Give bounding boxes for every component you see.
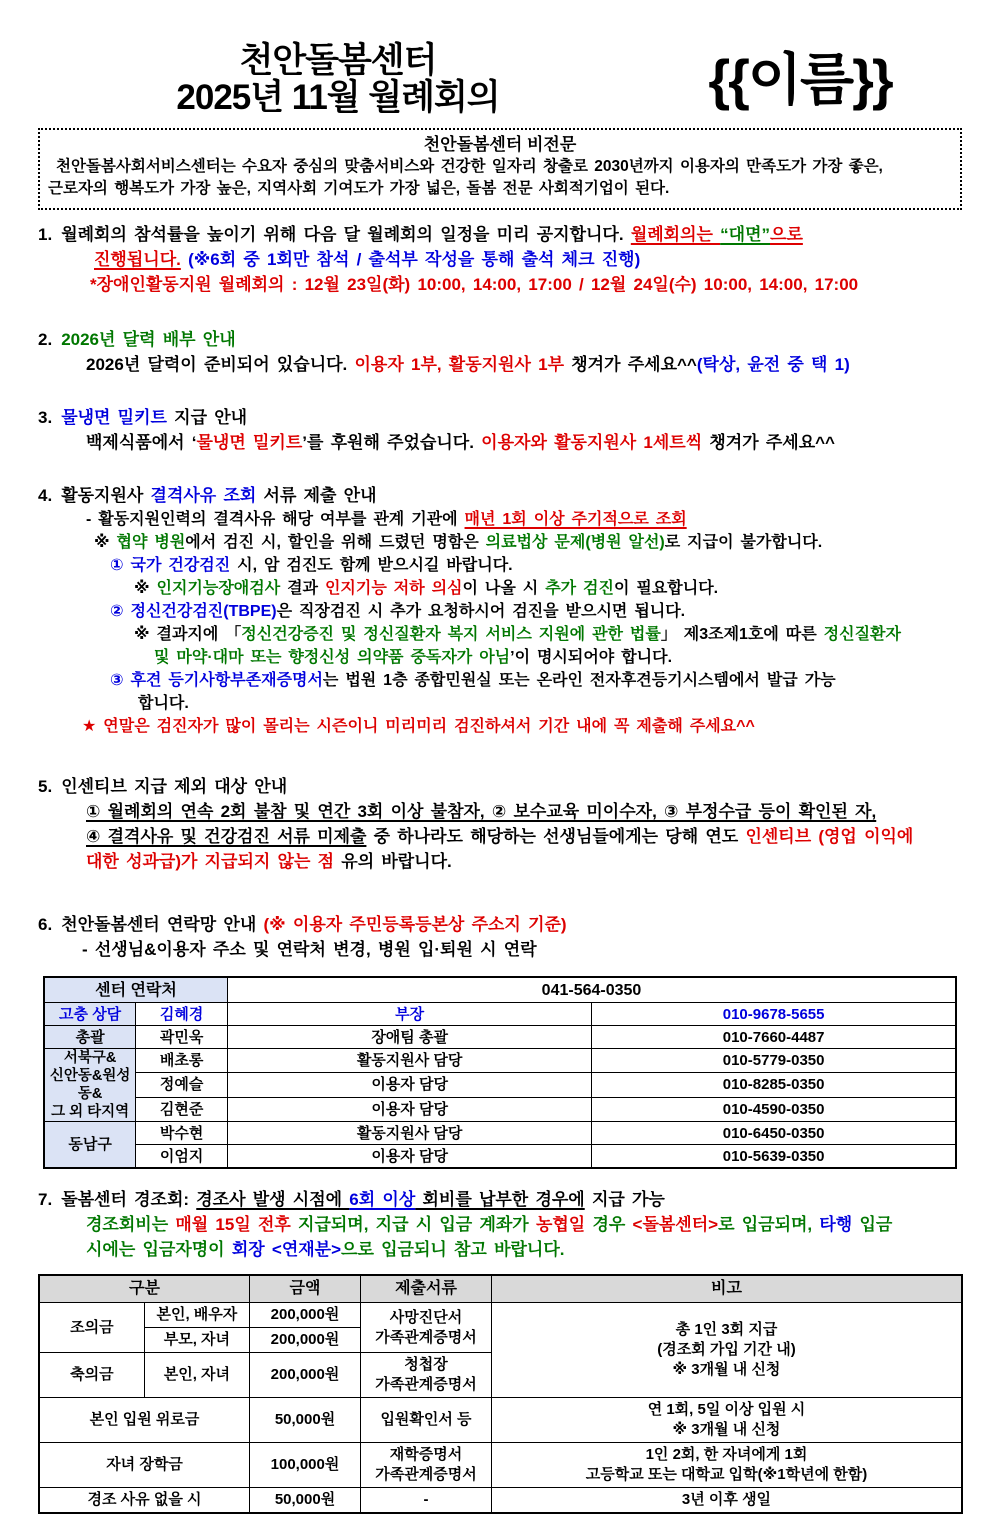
contact-row-southeast-2 (44, 1145, 956, 1169)
section-3-heading (38, 405, 962, 430)
section-5-line-1: ① 월례회의 연속 2회 불참 및 연간 3회 이상 불참자, ② 보수교육 미이수자, ③ 부정수급 등이 확인된 자, (86, 802, 877, 821)
contact-phone: 010-8285-0350 (592, 1073, 956, 1097)
benefit-note (492, 1443, 963, 1488)
title-block (38, 42, 638, 116)
benefit-amount: 200,000원 (250, 1353, 361, 1398)
contact-phone: 010-5639-0350 (592, 1145, 956, 1169)
name-placeholder: {{이름}} (708, 48, 892, 111)
benefit-documents (361, 1353, 492, 1398)
contact-row-southeast-1 (44, 1122, 956, 1145)
section-3-line-1: 백제식품에서 ‘물냉면 밀키트’를 후원해 주었습니다. 이용자와 활동지원사 1세트씩 챙겨가 주세요^^ (86, 433, 835, 452)
benefit-amount: 100,000원 (250, 1443, 361, 1488)
benefit-category: 본인 입원 위로금 (39, 1398, 250, 1443)
doc-line: 재학증명서 (389, 1446, 463, 1463)
benefit-amount: 200,000원 (250, 1303, 361, 1328)
section-1-number: 1. (38, 225, 53, 244)
doc-line: 청첩장 (404, 1356, 448, 1373)
section-4-line-6: ※ 결과지에 「정신건강증진 및 정신질환자 복지 서비스 지원에 관한 법률」 제3조제1호에 따른 정신질환자 (134, 626, 901, 643)
contact-header-label: 센터 연락처 (44, 977, 228, 1003)
benefit-subcategory: 부모, 자녀 (144, 1328, 249, 1353)
contact-row-northwest-1 (44, 1049, 956, 1073)
page-title-meeting: 2025년 11월 월례회의 (176, 78, 500, 117)
contact-label: 총괄 (44, 1026, 136, 1049)
contact-name: 정예슬 (136, 1073, 228, 1097)
note-line: ※ 3개월 내 신청 (672, 1361, 781, 1378)
contact-phone: 010-9678-5655 (592, 1003, 956, 1026)
section-2-heading (38, 327, 962, 352)
note-line: 1인 2회, 한 자녀에게 1회 (645, 1446, 808, 1463)
section-5-line-2: ④ 결격사유 및 건강검진 서류 미제출 중 하나라도 해당하는 선생님들에게는 당해 연도 인센티브 (영업 이익에 (86, 827, 914, 846)
benefit-note (492, 1303, 963, 1398)
section-4-heading (38, 483, 962, 508)
section-1-heading-text: 월례회의 참석률을 높이기 위해 다음 달 월례회의 일정을 미리 공지합니다. 월례회의는 “대면”으로 (61, 225, 803, 244)
contact-role: 이용자 담당 (228, 1073, 592, 1097)
benefit-table (38, 1274, 963, 1514)
contact-name: 이엄지 (136, 1145, 228, 1169)
note-line: ※ 3개월 내 신청 (672, 1421, 781, 1438)
benefit-note (492, 1398, 963, 1443)
page-title-org: 천안돌봄센터 (239, 41, 437, 80)
document-header (38, 42, 962, 116)
note-line-normal: 고등학교 또는 대학교 입학 (585, 1466, 758, 1483)
section-5-heading-text: 인센티브 지급 제외 대상 안내 (61, 777, 288, 796)
benefit-header-category: 구분 (39, 1275, 250, 1303)
section-7-line-2: 시에는 입금자명이 회장 <연재분>으로 입금되니 참고 바랍니다. (86, 1240, 565, 1259)
section-5-heading (38, 774, 962, 799)
benefit-row-scholarship (39, 1443, 962, 1488)
contact-phone: 010-4590-0350 (592, 1097, 956, 1121)
contact-name: 김혜경 (136, 1003, 228, 1026)
note-line: (경조회 가입 기간 내) (657, 1341, 796, 1358)
section-6-heading-text: 천안돌봄센터 연락망 안내 (※ 이용자 주민등록등본상 주소지 기준) (61, 915, 567, 934)
section-2-number: 2. (38, 330, 53, 349)
section-3-number: 3. (38, 408, 53, 427)
contact-role: 활동지원사 담당 (228, 1122, 592, 1145)
section-7-number: 7. (38, 1190, 53, 1209)
contact-name: 박수현 (136, 1122, 228, 1145)
vision-body-line1: 천안돌봄사회서비스센터는 수요자 중심의 맞춤서비스와 건강한 일자리 창출로 2030년까지 이용자의 만족도가 가장 좋은, (56, 158, 883, 175)
section-5-number: 5. (38, 777, 53, 796)
benefit-header-documents: 제출서류 (361, 1275, 492, 1303)
benefit-subcategory: 본인, 자녀 (144, 1353, 249, 1398)
section-1-line-2: 진행됩니다. (※6회 중 1회만 참석 / 출석부 작성을 통해 출석 체크 진행) (94, 250, 641, 269)
section-4-line-4: ※ 인지기능장애검사 결과 인지기능 저하 의심이 나올 시 추가 검진이 필요합니다. (134, 580, 719, 597)
section-1-line-3: *장애인활동지원 월례회의 : 12월 23일(화) 10:00, 14:00, 17:00 / 12월 24일(수) 10:00, 14:00, 17:00 (90, 275, 859, 294)
doc-line: 가족관계증명서 (375, 1328, 477, 1346)
section-4-heading-text: 활동지원사 결격사유 조회 서류 제출 안내 (61, 486, 377, 505)
section-2-line-1: 2026년 달력이 준비되어 있습니다. 이용자 1부, 활동지원사 1부 챙겨가 주세요^^(탁상, 윤전 중 택 1) (86, 355, 850, 374)
vision-box (38, 128, 962, 210)
section-4-line-5: ② 정신건강검진(TBPE)은 직장검진 시 추가 요청하시어 검진을 받으시면 됩니다. (110, 603, 686, 620)
contact-name: 배초롱 (136, 1049, 228, 1073)
contact-row-complaint (44, 1003, 956, 1026)
benefit-documents (361, 1443, 492, 1488)
section-2-heading-text: 2026년 달력 배부 안내 (61, 330, 236, 349)
benefit-row-none (39, 1488, 962, 1514)
contact-row-northwest-2 (44, 1073, 956, 1097)
region-line: 신안동&원성동& (49, 1068, 131, 1102)
contact-phone: 010-6450-0350 (592, 1122, 956, 1145)
section-4-number: 4. (38, 486, 53, 505)
section-3 (38, 405, 962, 455)
benefit-table-header-row (39, 1275, 962, 1303)
note-line (492, 1465, 961, 1485)
benefit-amount: 50,000원 (250, 1398, 361, 1443)
contact-row-general (44, 1026, 956, 1049)
benefit-category: 자녀 장학금 (39, 1443, 250, 1488)
section-6-line-1: - 선생님&이용자 주소 및 연락처 변경, 병원 입·퇴원 시 연락 (82, 940, 537, 959)
section-3-heading-text: 물냉면 밀키트 지급 안내 (61, 408, 248, 427)
benefit-documents: 입원확인서 등 (361, 1398, 492, 1443)
contact-name: 곽민욱 (136, 1026, 228, 1049)
section-4-line-7: 및 마약·대마 또는 향정신성 의약품 중독자가 아님’이 명시되어야 합니다. (154, 649, 673, 666)
section-4-line-8: ③ 후견 등기사항부존재증명서는 법원 1층 종합민원실 또는 온라인 전자후견등기시스템에서 발급 가능 (110, 672, 836, 689)
benefit-row-hospital (39, 1398, 962, 1443)
section-2 (38, 327, 962, 377)
benefit-row-condolence-1 (39, 1303, 962, 1328)
region-line: 그 외 타지역 (51, 1104, 130, 1120)
contact-role: 이용자 담당 (228, 1145, 592, 1169)
benefit-amount: 50,000원 (250, 1488, 361, 1514)
doc-line: 가족관계증명서 (375, 1376, 477, 1393)
contact-row-northwest-3 (44, 1097, 956, 1121)
benefit-header-note: 비고 (492, 1275, 963, 1303)
section-7-line-1: 경조회비는 매월 15일 전후 지급되며, 지급 시 입금 계좌가 농협일 경우 <돌봄센터>로 입금되며, 타행 입금 (86, 1215, 893, 1234)
benefit-amount: 200,000원 (250, 1328, 361, 1353)
benefit-documents: - (361, 1488, 492, 1514)
vision-body-line2: 근로자의 행복도가 가장 높은, 지역사회 기여도가 가장 넓은, 돌봄 전문 사회적기업이 된다. (48, 180, 670, 197)
contact-label: 고충 상담 (44, 1003, 136, 1026)
benefit-category: 축의금 (39, 1353, 144, 1398)
benefit-header-amount: 금액 (250, 1275, 361, 1303)
section-1 (38, 222, 962, 297)
doc-line: 사망진단서 (389, 1308, 463, 1326)
section-4-line-3: ① 국가 건강검진 시, 암 검진도 함께 받으시길 바랍니다. (110, 557, 513, 574)
benefit-subcategory: 본인, 배우자 (144, 1303, 249, 1328)
section-6-heading (38, 912, 962, 937)
vision-title: 천안돌봄센터 비전문 (423, 135, 577, 154)
contact-name: 김현준 (136, 1097, 228, 1121)
contact-phone: 010-7660-4487 (592, 1026, 956, 1049)
section-5-line-3: 대한 성과급)가 지급되지 않는 점 유의 바랍니다. (86, 852, 452, 871)
benefit-category: 경조 사유 없을 시 (39, 1488, 250, 1514)
section-4 (38, 483, 962, 738)
section-7-heading (38, 1187, 962, 1212)
section-6 (38, 912, 962, 962)
section-6-number: 6. (38, 915, 53, 934)
contact-header-phone: 041-564-0350 (228, 977, 957, 1003)
section-5 (38, 774, 962, 874)
contact-table (43, 976, 957, 1169)
contact-role: 활동지원사 담당 (228, 1049, 592, 1073)
contact-region-northwest (44, 1049, 136, 1122)
contact-role: 부장 (228, 1003, 592, 1026)
benefit-category: 조의금 (39, 1303, 144, 1353)
contact-role: 이용자 담당 (228, 1097, 592, 1121)
section-7-heading-text: 돌봄센터 경조회: 경조사 발생 시점에 6회 이상 회비를 납부한 경우에 지급 가능 (61, 1190, 665, 1209)
note-line: 총 1인 3회 지급 (675, 1321, 778, 1338)
note-line: 연 1회, 5일 이상 입원 시 (647, 1401, 806, 1418)
section-4-line-9: 합니다. (138, 695, 189, 712)
doc-line: 가족관계증명서 (375, 1466, 477, 1483)
section-4-line-1: - 활동지원인력의 결격사유 해당 여부를 관계 기관에 매년 1회 이상 주기적으로 조회 (86, 511, 687, 528)
contact-region-southeast: 동남구 (44, 1122, 136, 1169)
contact-role: 장애팀 총괄 (228, 1026, 592, 1049)
section-7 (38, 1187, 962, 1262)
section-4-line-2: ※ 협약 병원에서 검진 시, 할인을 위해 드렸던 명함은 의료법상 문제(병원 알선)로 지급이 불가합니다. (94, 534, 823, 551)
section-4-line-10: ★ 연말은 검진자가 많이 몰리는 시즌이니 미리미리 검진하셔서 기간 내에 꼭 제출해 주세요^^ (82, 718, 755, 735)
note-line-bold: (※1학년에 한함) (757, 1466, 868, 1483)
section-1-heading (38, 222, 962, 247)
region-line: 서북구& (63, 1050, 117, 1066)
benefit-documents (361, 1303, 492, 1353)
benefit-note: 3년 이후 생일 (492, 1488, 963, 1514)
contact-table-header-row (44, 977, 956, 1003)
contact-phone: 010-5779-0350 (592, 1049, 956, 1073)
